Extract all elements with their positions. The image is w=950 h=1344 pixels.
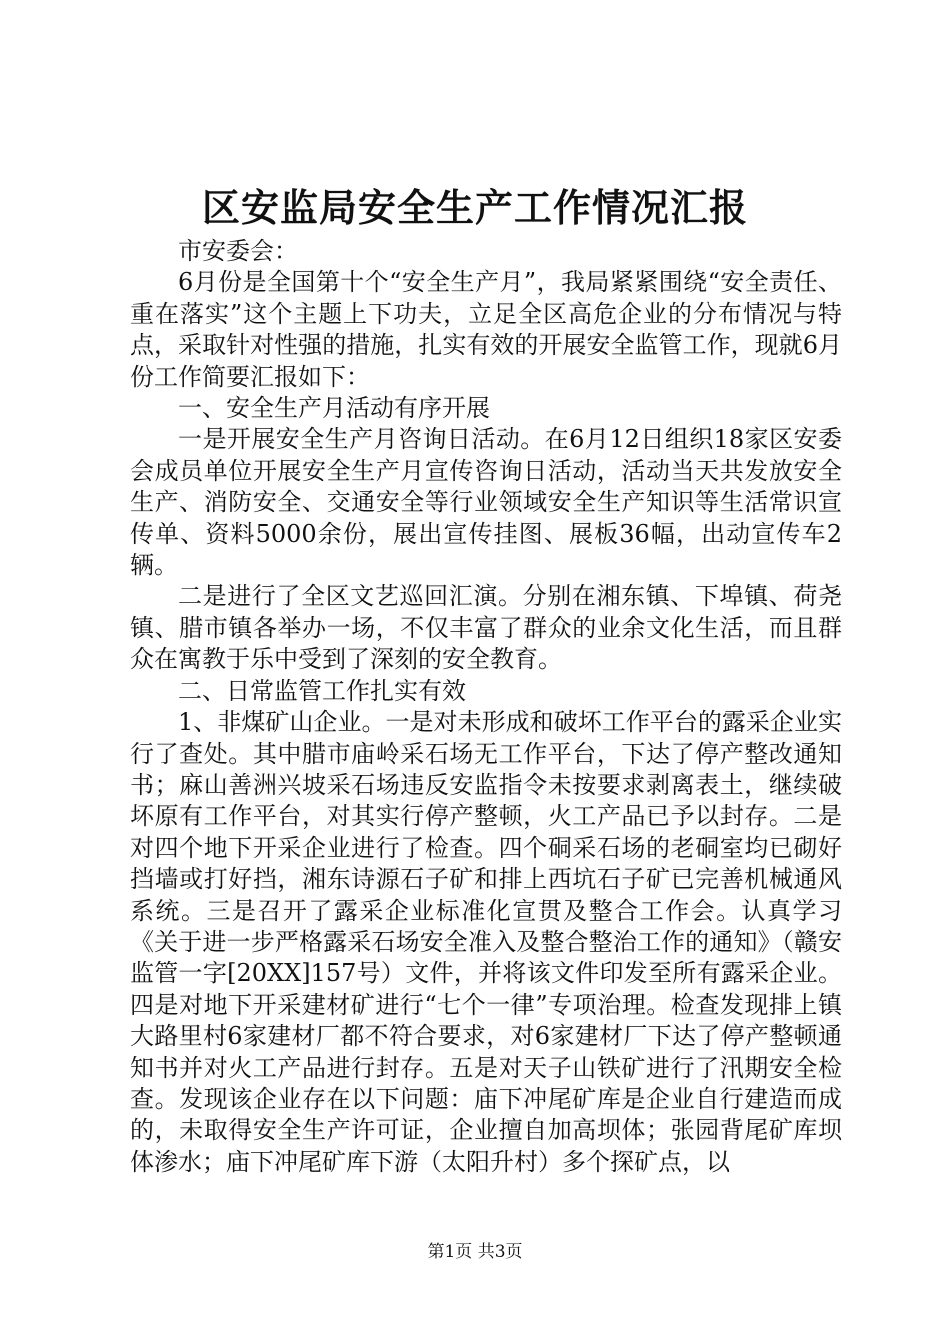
- section-heading-1: 一、安全生产月活动有序开展: [178, 394, 490, 423]
- salutation: 市安委会：: [178, 237, 298, 265]
- paragraph-activity-2: 二是进行了全区文艺巡回汇演。分别在湘东镇、下埠镇、荷尧镇、腊市镇各举办一场，不仅丰富了群众的业余文化生活，而且群众在寓教于乐中受到了深刻的安全教育。: [130, 582, 842, 674]
- section-heading-2: 二、日常监管工作扎实有效: [178, 676, 466, 705]
- paragraph-activity-1: 一是开展安全生产月咨询日活动。在6月12日组织18家区安委会成员单位开展安全生产月宣传咨询日活动，活动当天共发放安全生产、消防安全、交通安全等行业领域安全生产知识等生活常识宣传单、资料5000余份，展出宣传挂图、展板36幅，出动宣传车2辆。: [130, 425, 842, 580]
- document-title: 区安监局安全生产工作情况汇报: [201, 185, 748, 230]
- intro-paragraph: 6月份是全国第十个“安全生产月”，我局紧紧围绕“安全责任、重在落实”这个主题上下功夫，立足全区高危企业的分布情况与特点，采取针对性强的措施，扎实有效的开展安全监管工作，现就6月份工作简要汇报如下：: [130, 268, 842, 391]
- page-number-footer: 第1页 共3页: [427, 1242, 523, 1262]
- paragraph-mining: 1、非煤矿山企业。一是对未形成和破坏工作平台的露采企业实行了查处。其中腊市庙岭采石场无工作平台，下达了停产整改通知书；麻山善洲兴坡采石场违反安监指令未按要求剥离表土，继续破坏原有工作平台，对其实行停产整顿，火工产品已予以封存。二是对四个地下开采企业进行了检查。四个硐采石场的老硐室均已砌好挡墙或打好挡，湘东诗源石子矿和排上西坑石子矿已完善机械通风系统。三是召开了露采企业标准化宣贯及整合工作会。认真学习《关于进一步严格露采石场安全准入及整合整治工作的通知》（赣安监管一字[20XX]157号）文件，并将该文件印发至所有露采企业。四是对地下开采建材矿进行“七个一律”专项治理。检查发现排上镇大路里村6家建材厂都不符合要求，对6家建材厂下达了停产整顿通知书并对火工产品进行封存。五是对天子山铁矿进行了汛期安全检查。发现该企业存在以下问题：庙下冲尾矿库是企业自行建造而成的，未取得安全生产许可证，企业擅自加高坝体；张园背尾矿库坝体渗水；庙下冲尾矿库下游（太阳升村）多个探矿点，以: [130, 708, 842, 1176]
- document-body: [130, 236, 842, 1178]
